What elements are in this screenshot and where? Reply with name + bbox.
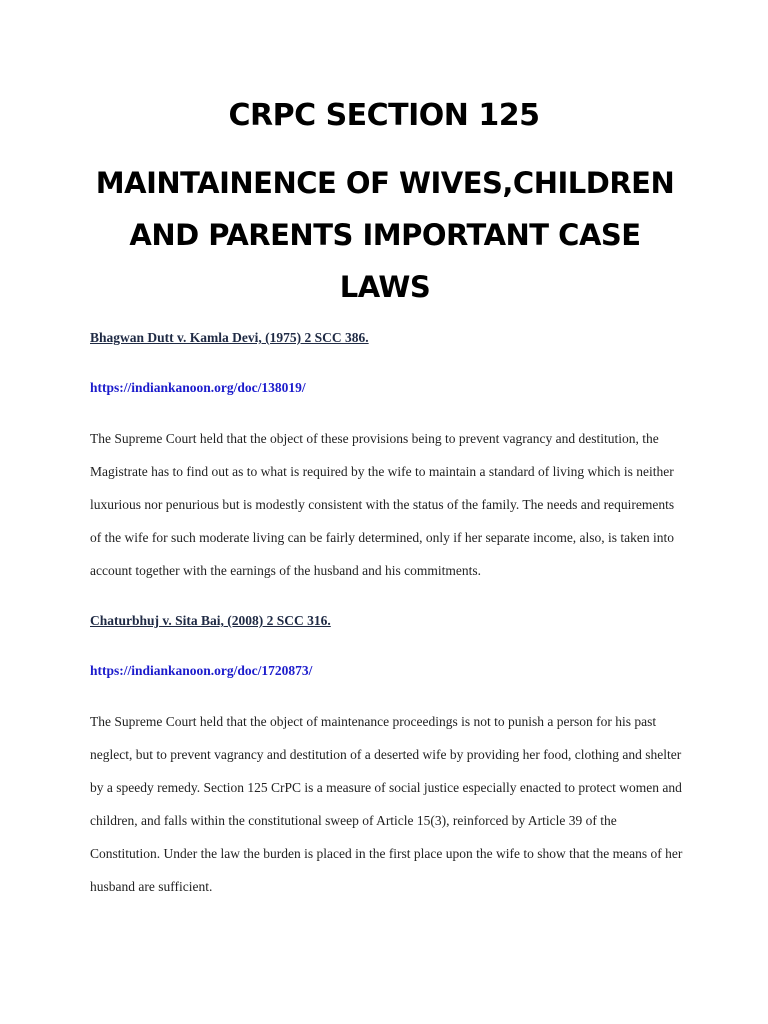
case-entry — [90, 613, 690, 903]
case-link[interactable]: https://indiankanoon.org/doc/138019/ — [90, 380, 306, 395]
document-subtitle: MAINTAINENCE OF WIVES,CHILDREN AND PARENTS IMPORTANT CASE LAWS — [95, 166, 675, 304]
case-link[interactable]: https://indiankanoon.org/doc/1720873/ — [90, 663, 313, 678]
case-summary: The Supreme Court held that the object of maintenance proceedings is not to punish a person for his past neglect, but to prevent vagrancy and destitution of a deserted wife by providing her food, clothing and shelter by a speedy remedy. Section 125 CrPC is a measure of social justice especially enacted to protect women and children, and falls within the constitutional sweep of Article 15(3), reinforced by Article 39 of the Constitution. Under the law the burden is placed in the first place upon the wife to show that the means of her husband are sufficient. — [90, 714, 683, 894]
case-entry — [90, 330, 690, 587]
case-heading: Bhagwan Dutt v. Kamla Devi, (1975) 2 SCC 386. — [90, 330, 369, 345]
case-heading: Chaturbhuj v. Sita Bai, (2008) 2 SCC 316. — [90, 613, 331, 628]
case-summary: The Supreme Court held that the object of these provisions being to prevent vagrancy and destitution, the Magistrate has to find out as to what is required by the wife to maintain a standard of living which is neither luxurious nor penurious but is modestly consistent with the status of the family. The needs and requirements of the wife for such moderate living can be fairly determined, only if her separate income, also, is taken into account together with the earnings of the husband and his commitments. — [90, 431, 675, 578]
document-title: CRPC SECTION 125 — [228, 98, 540, 133]
